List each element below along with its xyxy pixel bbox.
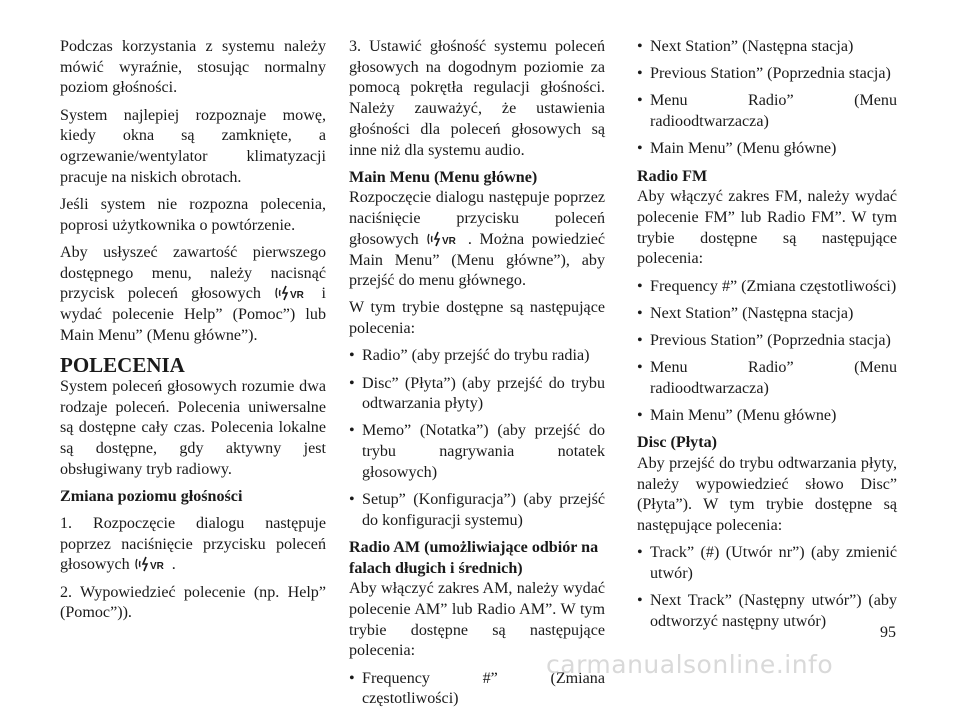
paragraph: Aby przejść do trybu odtwarzania płyty, należy wypowiedzieć słowo Disc” (Płyta”). W tym trybie dostępne są następujące polecenia: (637, 454, 897, 535)
list-item: • Disc” (Płyta”) (aby przejść do trybu odtwarzania płyty) (349, 374, 605, 415)
command-list (637, 37, 897, 160)
watermark: carmanualsonline.info (546, 650, 834, 679)
list-item: • Next Station” (Następna stacja) (637, 304, 897, 325)
list-item: • Menu Radio” (Menu radioodtwarzacza) (637, 91, 897, 132)
subheading: Zmiana poziomu głośności (60, 487, 243, 505)
page-number: 95 (880, 624, 896, 641)
list-item: • Main Menu” (Menu główne) (637, 406, 897, 427)
column-1 (60, 37, 326, 631)
voice-command-icon (274, 285, 308, 301)
list-item: • Main Menu” (Menu główne) (637, 139, 897, 160)
paragraph: 2. Wypowiedzieć polecenie (np. Help” (Pomoc”)). (60, 583, 326, 622)
list-item: • Memo” (Notatka”) (aby przejść do trybu nagrywania notatek głosowych) (349, 421, 605, 483)
list-item: • Frequency #” (Zmiana częstotliwości) (349, 669, 605, 710)
section-heading: POLECENIA (60, 352, 185, 377)
subheading: Radio FM (637, 167, 708, 185)
list-item: • Track” (#) (Utwór nr”) (aby zmienić utwór) (637, 543, 897, 584)
paragraph: System najlepiej rozpoznaje mowę, kiedy okna są zamknięte, a ogrzewanie/wentylator klimatyzacji pracuje na niskich obrotach. (60, 106, 326, 186)
list-item: • Next Track” (Następny utwór”) (aby odtworzyć następny utwór) (637, 591, 897, 632)
paragraph (349, 188, 605, 292)
paragraph (60, 243, 326, 347)
column-3 (637, 37, 897, 639)
list-item: • Frequency #” (Zmiana częstotliwości) (637, 277, 897, 298)
list-item: • Previous Station” (Poprzednia stacja) (637, 331, 897, 352)
list-item: • Menu Radio” (Menu radioodtwarzacza) (637, 358, 897, 399)
paragraph: System poleceń głosowych rozumie dwa rodzaje poleceń. Polecenia uniwersalne są dostępne cały czas. Polecenia lokalne są dostępne, gdy aktywny jest obsługiwany tryb radiowy. (60, 377, 326, 478)
voice-command-icon (426, 231, 460, 247)
command-list (637, 543, 897, 632)
paragraph-text: . Można powiedzieć Main Menu” (Menu główne”), aby przejść do menu głównego. (349, 230, 605, 290)
paragraph: Aby włączyć zakres FM, należy wydać polecenie FM” lub Radio FM”. W tym trybie dostępne są następujące polecenia: (637, 188, 897, 268)
command-list (349, 346, 605, 531)
list-item: • Setup” (Konfiguracja”) (aby przejść do konfiguracji systemu) (349, 490, 605, 531)
voice-command-icon (134, 556, 168, 572)
subheading: Radio AM (umożliwiające odbiór na falach długich i średnich) (349, 538, 599, 577)
list-item: • Next Station” (Następna stacja) (637, 37, 897, 58)
column-2 (349, 37, 605, 717)
paragraph: 3. Ustawić głośność systemu poleceń głosowych na dogodnym poziomie za pomocą pokrętła regulacji głośności. Należy zauważyć, że ustawienia głośności dla poleceń głosowych są inne niż dla systemu audio. (349, 38, 605, 159)
subheading: Main Menu (Menu główne) (349, 168, 538, 186)
paragraph-text: i wydać polecenie Help” (Pomoc”) lub Main Menu” (Menu główne”). (60, 285, 327, 344)
paragraph: Jeśli system nie rozpozna polecenia, poprosi użytkownika o powtórzenie. (60, 195, 326, 234)
paragraph: Aby włączyć zakres AM, należy wydać polecenie AM” lub Radio AM”. W tym trybie dostępne są następujące polecenia: (349, 580, 605, 660)
paragraph-text: 1. Rozpoczęcie dialogu następuje poprzez naciśnięcie przycisku poleceń głosowych (60, 515, 326, 574)
paragraph: Podczas korzystania z systemu należy mówić wyraźnie, stosując normalny poziom głośności. (60, 38, 326, 97)
paragraph (60, 514, 326, 576)
subheading: Disc (Płyta) (637, 434, 717, 452)
list-item: • Radio” (aby przejść do trybu radia) (349, 346, 605, 367)
command-list (637, 277, 897, 427)
paragraph: W tym trybie dostępne są następujące polecenia: (349, 299, 605, 338)
paragraph-text: Aby usłyszeć zawartość pierwszego dostępnego menu, należy nacisnąć przycisk poleceń głosowych (60, 243, 326, 303)
paragraph-text: Rozpoczęcie dialogu następuje poprzez naciśnięcie przycisku poleceń głosowych (349, 189, 605, 248)
list-item: • Previous Station” (Poprzednia stacja) (637, 64, 897, 85)
paragraph-text: . (171, 556, 176, 574)
